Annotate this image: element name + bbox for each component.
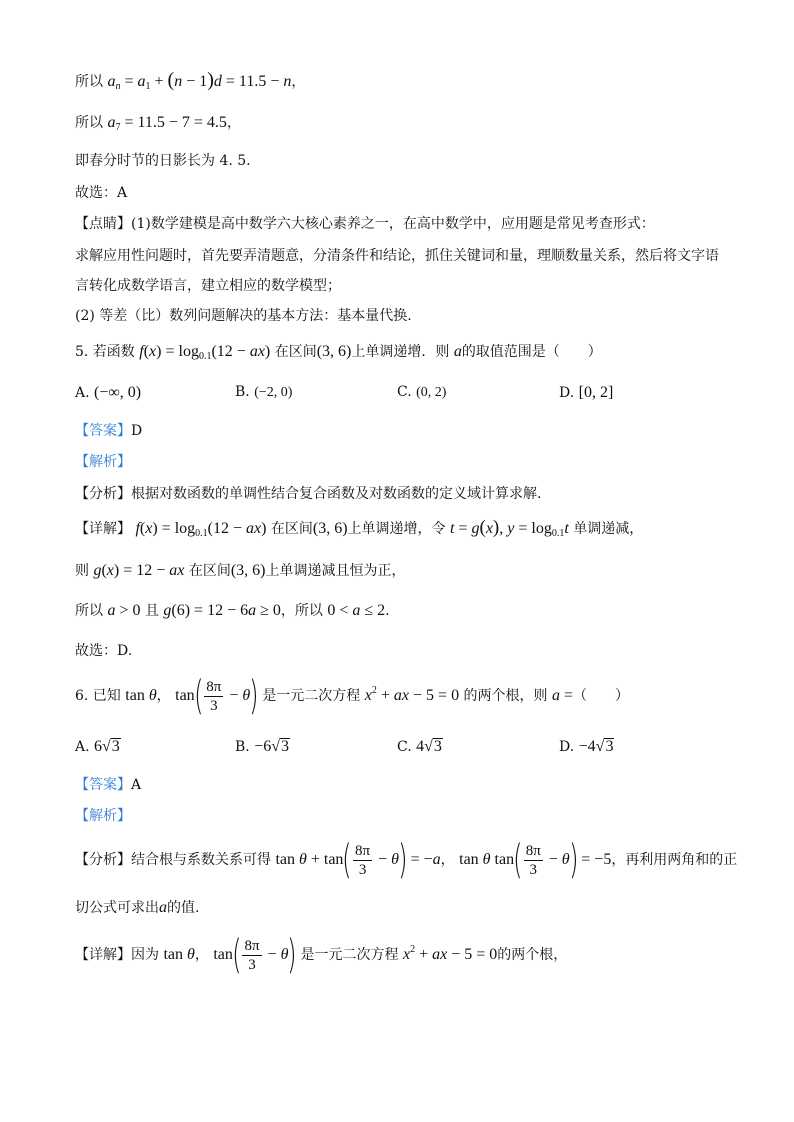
q5-xiangjie-2: 则 g(x) = 12 − ax 在区间(3, 6)上单调递减且恒为正， [75,562,406,579]
q5-jiexi-tag: 【解析】 [75,454,131,470]
q5-xiangjie-1: 【详解】 $f(x) = \log_{0.1}(12 - ax)$ 在区间(3, 6)上单调递增，令 t = g(x), $y = \log_{0.1}t$ 单调递减， [75,517,644,539]
q5-fenxi: 【分析】根据对数函数的单调性结合复合函数及对数函数的定义域计算求解. [75,486,542,502]
line-choice-a: 故选：A [75,185,128,201]
q5-option-b: B. (−2, 0) [235,384,293,400]
formula-a7: $a_7 = 11.5 - 7 = 4.5$ [107,114,227,133]
line-dianjing-3: 言转化成数学语言，建立相应的数学模型； [75,278,341,294]
line-dianjing-2: 求解应用性问题时，首先要弄清题意，分清条件和结论，抓住关键词和量，理顺数量关系，然后将文字语 [75,248,719,264]
formula-an: $a_n = a_1 + (n - 1)d = 11.5 - n$ [107,69,292,92]
question-5: 5. 若函数 $f(x) = \log_{0.1}(12 - ax)$ 在区间(3, 6)上单调递增．则 a的取值范围是（ ） [75,343,602,362]
q5-xiangjie-3: 所以 a > 0 且 g(6) = 12 − 6a ≥ 0，所以 0 < a ≤ 2. [75,602,390,619]
q6-fenxi-1: 【分析】结合根与系数关系可得 tan θ + tan( $\frac{8\pi}{3}$ − θ) = −a， tan θ tan( $\frac{8\pi}{3}$ − θ) = −5，再利用两角和的正 [75,837,738,884]
q6-option-d: D. −4√3 [559,738,614,755]
line-a7: 所以 $a_7 = 11.5 - 7 = 4.5$， [75,114,241,133]
q6-option-c: C. 4√3 [397,738,442,755]
question-6: 6. 已知 tan θ， tan( $\frac{8\pi}{3}$ − θ) 是一元二次方程 $x^2$ + ax − 5 = 0 的两个根，则 a =（ ） [75,673,629,720]
q6-option-b: B. −6√3 [235,738,290,755]
q5-option-d: D. [0, 2] [559,384,614,401]
line-conclusion: 即春分时节的日影长为 4. 5. [75,153,251,169]
q5-option-a: A. (−∞, 0) [75,384,142,401]
q6-jiexi-tag: 【解析】 [75,808,131,824]
q6-answer: 【答案】A [75,777,142,793]
line-dianjing-4: (2) 等差（比）数列问题解决的基本方法：基本量代换. [75,308,412,324]
q6-fenxi-2: 切公式可求出a的值. [75,899,200,916]
q5-answer: 【答案】D [75,423,143,439]
q5-xiangjie-4: 故选：D. [75,643,133,659]
dianjing-tag: 【点睛】 [75,216,131,232]
line-dianjing: 【点睛】(1)数学建模是高中数学六大核心素养之一，在高中数学中，应用题是常见考查形式： [75,216,655,232]
answer-tag: 【答案】 [75,423,131,439]
q5-option-c: C. (0, 2) [397,384,447,400]
q6-xiangjie: 【详解】因为 tan θ， tan( $\frac{8\pi}{3}$ − θ) 是一元二次方程 $x^2$ + ax − 5 = 0的两个根， [75,932,568,979]
q6-option-a: A. 6√3 [75,738,120,755]
line-an-formula: 所以 $a_n = a_1 + (n - 1)d = 11.5 - n$， [75,69,306,92]
